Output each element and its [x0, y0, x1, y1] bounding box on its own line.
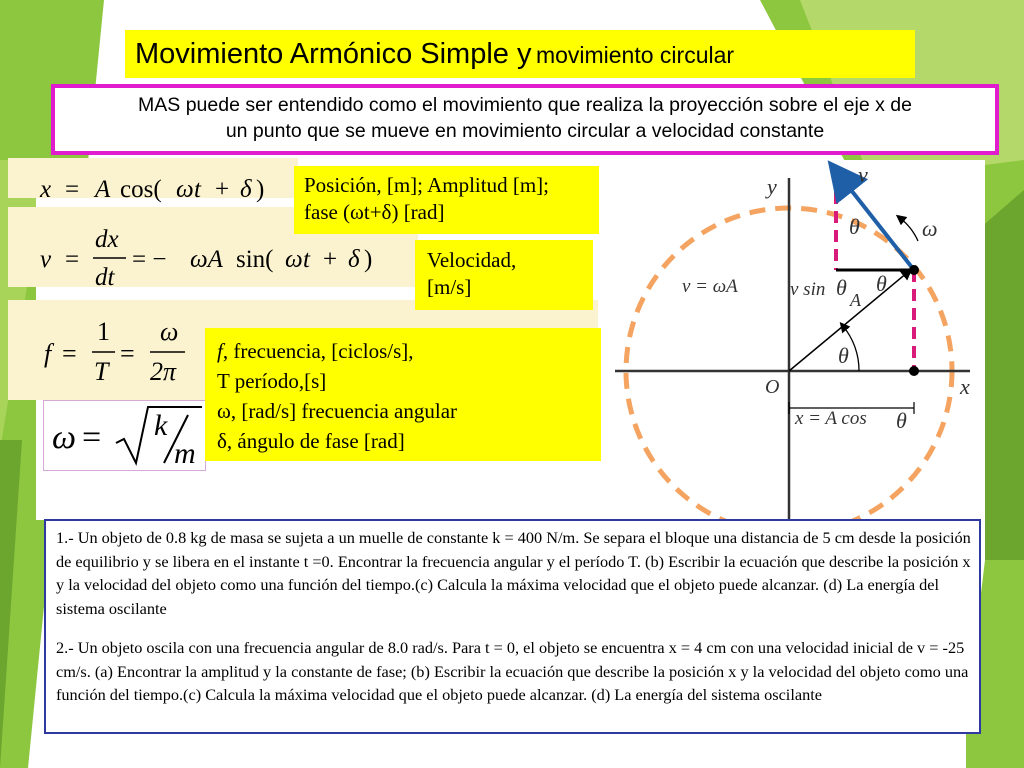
position-label-box — [294, 166, 599, 234]
intro-line-1: MAS puede ser entendido como el movimiento que realiza la proyección sobre el eje x de — [138, 94, 912, 116]
eq-equals-2: = — [120, 339, 135, 368]
velocity-label-box — [415, 240, 593, 310]
eq-k: k — [154, 409, 168, 442]
eq-t: t — [194, 176, 201, 203]
eq-equals: = — [65, 176, 80, 203]
eq-T: T — [94, 357, 109, 386]
eq-one: 1 — [97, 317, 110, 346]
position-label-line-1: Posición, [m]; Amplitud [m]; — [304, 173, 549, 197]
x-equals-a-cos: x = A cos — [795, 408, 867, 429]
eq-dx: dx — [95, 226, 119, 253]
eq-plus: + — [323, 246, 338, 273]
eq-omega: ω — [52, 419, 77, 456]
eq-minus: = − — [132, 246, 167, 273]
eq-twopi: 2π — [150, 357, 177, 386]
bottom-white-bg — [36, 734, 966, 768]
v-label: v — [858, 162, 868, 187]
eq-cos: cos( — [120, 176, 162, 203]
y-axis-label: y — [767, 174, 777, 199]
v-equals-omega-a: v = ωA — [682, 276, 738, 297]
eq-equals: = — [65, 246, 80, 273]
omega-label: ω — [922, 216, 938, 241]
title-sub: movimiento circular — [535, 42, 735, 68]
eq-delta: δ — [348, 246, 360, 273]
frequency-label-box — [205, 328, 601, 461]
eq-equals: = — [62, 339, 77, 368]
position-label-line-2: fase (ωt+δ) [rad] — [304, 200, 445, 224]
theta-vsin-label: θ — [836, 275, 847, 300]
eq-m: m — [174, 437, 196, 469]
frequency-equation — [44, 317, 185, 386]
eq-omegaA: ωA — [190, 246, 223, 273]
origin-label: O — [765, 376, 780, 398]
eq-omega: ω — [285, 246, 303, 273]
angular-frequency-formula-box — [43, 400, 206, 471]
particle-point — [909, 265, 919, 275]
eq-omega: ω — [176, 176, 194, 203]
eq-x: x — [40, 176, 52, 203]
theta-x-label: θ — [896, 408, 907, 433]
title-main: Movimiento Armónico Simple y — [135, 38, 532, 70]
velocity-label-line-2: [m/s] — [427, 275, 472, 299]
eq-t: t — [303, 246, 310, 273]
intro-line-2: un punto que se mueve en movimiento circular a velocidad constante — [225, 120, 825, 142]
eq-sin: sin( — [236, 246, 274, 273]
frequency-label-line-4: δ, ángulo de fase [rad] — [217, 429, 405, 453]
eq-close: ) — [364, 246, 373, 273]
problem-2: 2.- Un objeto oscila con una frecuencia angular de 8.0 rad/s. Para t = 0, el objeto se encuentra x = 4 cm con una velocidad inicial de v = -25 cm/s. (a) Encontrar la amplitud y la constante de fase; (b) Escribir la ecuación que describe la posición x y la velocidad del objeto como una función del tiempo.(c) Calcula la máxima velocidad que el objeto puede alcanzar. (d) La energía del sistema oscilante — [56, 638, 969, 704]
theta-side-label: θ — [876, 271, 887, 296]
eq-dt: dt — [95, 264, 115, 291]
eq-f: f — [44, 339, 52, 368]
angular-frequency-formula — [44, 401, 204, 469]
omega-rotation-arrow — [900, 218, 918, 241]
v-sin-label: v sin — [790, 279, 826, 300]
eq-equals: = — [82, 419, 102, 456]
eq-plus: + — [215, 176, 230, 203]
eq-omega: ω — [160, 317, 179, 346]
circular-motion-diagram — [600, 158, 990, 558]
frequency-label-line-3: ω, [rad/s] frecuencia angular — [217, 399, 458, 423]
eq-A: A — [95, 176, 111, 203]
projection-point — [909, 366, 919, 376]
frequency-label-line-2: T período,[s] — [217, 369, 327, 393]
amplitude-label: A — [850, 290, 861, 310]
position-equation — [39, 176, 264, 203]
problem-1: 1.- Un objeto de 0.8 kg de masa se sujeta a un muelle de constante k = 400 N/m. Se separa el bloque una distancia de 5 cm desde la posición de equilibrio y se libera en el instante t =0. Encontrar la frecuencia angular y el período T. (b) Escribir la ecuación que describe la posición x y la velocidad del objeto como una función del tiempo.(c) Calcula la máxima velocidad que el objeto puede alcanzar. (d) La energía del sistema oscilante — [56, 528, 971, 618]
eq-close: ) — [256, 176, 265, 203]
frequency-label-line-1 — [217, 336, 589, 366]
theta-origin-label: θ — [838, 343, 849, 368]
frequency-label-rest: , frecuencia, [ciclos/s], — [222, 339, 414, 363]
frequency-var: f — [217, 339, 223, 363]
eq-v: v — [40, 246, 52, 273]
velocity-label-line-1: Velocidad, — [427, 248, 517, 272]
velocity-equation — [40, 226, 372, 291]
eq-delta: δ — [240, 176, 252, 203]
x-axis-label: x — [960, 374, 970, 399]
theta-top-label: θ — [849, 214, 860, 239]
